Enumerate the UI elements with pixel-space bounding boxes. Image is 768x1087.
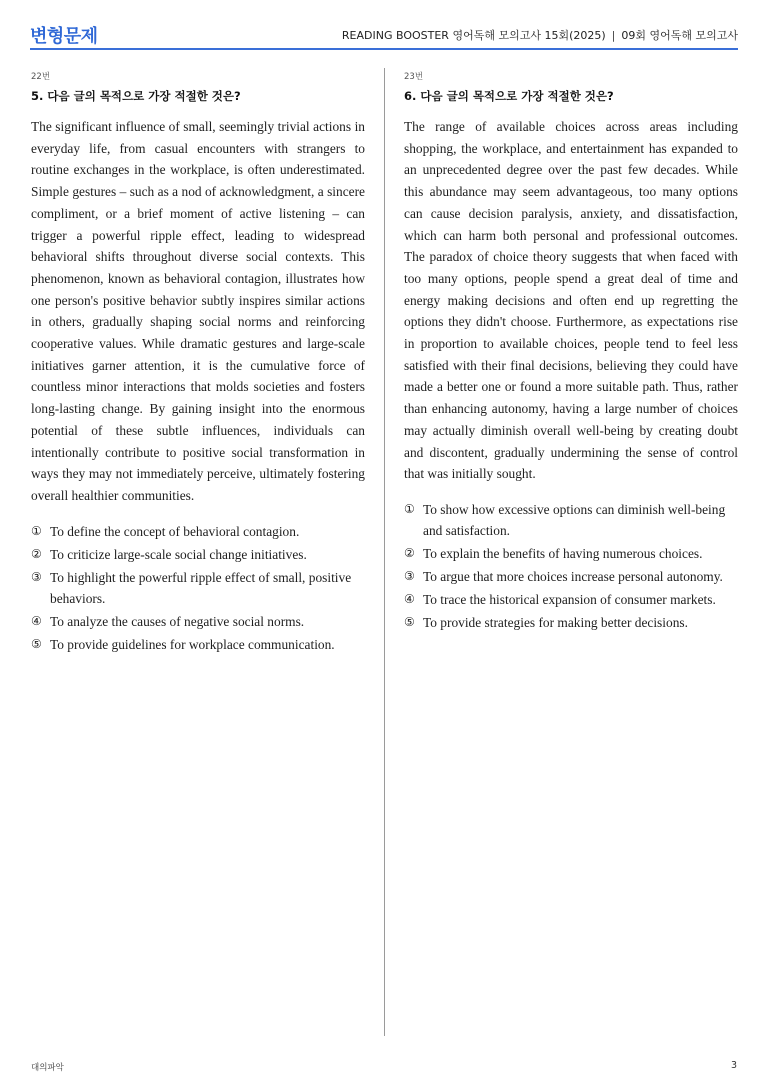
option-marker: ③ <box>404 569 415 584</box>
column-divider <box>384 68 385 1036</box>
answer-option[interactable] <box>31 521 365 543</box>
option-text: To argue that more choices increase personal autonomy. <box>423 569 723 585</box>
answer-option[interactable] <box>404 499 738 542</box>
answer-options <box>404 499 738 634</box>
option-marker: ② <box>404 546 415 561</box>
option-text: To criticize large-scale social change initiatives. <box>50 546 307 562</box>
answer-option[interactable] <box>31 567 365 610</box>
option-text: To provide guidelines for workplace communication. <box>50 637 335 653</box>
question-number-label: 22번 <box>31 72 51 82</box>
answer-options <box>31 521 365 656</box>
answer-option[interactable] <box>31 611 365 633</box>
answer-option[interactable] <box>404 612 738 634</box>
question-5 <box>31 70 365 657</box>
option-marker: ① <box>404 501 415 516</box>
question-passage: The significant influence of small, seemingly trivial actions in everyday life, from casual encounters with strangers to routine exchanges in the workplace, is often underestimated. Simple gestures – such as a nod of acknowledgment, a sincere compliment, or a brief moment of active listening – can trigger a powerful ripple effect, leading to widespread behavioral shifts throughout diverse social contexts. This phenomenon, known as behavioral contagion, illustrates how one person's positive behavior subtly inspires similar actions in others, gradually shaping social norms and reinforcing cooperative values. While dramatic gestures and large-scale initiatives garner attention, it is the cumulative force of countless minor interactions that molds societies and fosters long-lasting change. By gaining insight into the enormous potential of these subtle influences, individuals can intentionally contribute to positive social transformation in ways they may not immediately perceive, ultimately fostering overall healthier communities. <box>31 119 365 503</box>
question-6 <box>404 70 738 635</box>
answer-option[interactable] <box>404 589 738 611</box>
option-marker: ① <box>31 523 42 538</box>
option-marker: ④ <box>404 592 415 607</box>
answer-option[interactable] <box>404 566 738 588</box>
option-text: To highlight the powerful ripple effect of small, positive behaviors. <box>50 569 352 607</box>
question-number-label: 23번 <box>404 72 424 82</box>
answer-option[interactable] <box>31 634 365 656</box>
header-meta <box>342 27 738 43</box>
option-text: To define the concept of behavioral contagion. <box>50 523 300 539</box>
option-text: To trace the historical expansion of consumer markets. <box>423 592 716 608</box>
answer-option[interactable] <box>31 544 365 566</box>
question-title: 6. 다음 글의 목적으로 가장 적절한 것은? <box>404 89 614 103</box>
option-marker: ③ <box>31 569 42 584</box>
page-number: 3 <box>730 1060 737 1071</box>
option-marker: ⑤ <box>404 615 415 630</box>
answer-option[interactable] <box>404 543 738 565</box>
question-passage: The range of available choices across areas including shopping, the workplace, and entertainment has expanded to an unprecedented degree over the past few decades. While this abundance may seem advantageous, too many options can cause decision paralysis, anxiety, and dissatisfaction, which can harm both personal and professional outcomes. The paradox of choice theory suggests that when faced with too many options, people spend a great deal of time and energy making decisions and often end up regretting the options they didn't choose. Furthermore, as expectations rise in proportion to available choices, people tend to feel less satisfied with their final decisions, believing they could have made a better one or found a more suitable path. Thus, rather than enhancing autonomy, having a large number of choices may actually diminish overall well-being by creating doubt and discontent, gradually undermining the sense of control that was initially sought. <box>404 119 738 482</box>
question-title: 5. 다음 글의 목적으로 가장 적절한 것은? <box>31 89 241 103</box>
option-marker: ② <box>31 546 42 561</box>
exam-name: 09회 영어독해 모의고사 <box>621 29 738 42</box>
option-text: To show how excessive options can diminish well-being and satisfaction. <box>423 501 726 539</box>
book-title: READING BOOSTER 영어독해 모의고사 15회(2025) <box>341 29 606 42</box>
footer-publisher: 대의파악 <box>31 1063 64 1073</box>
brand-title: 변형문제 <box>30 26 98 47</box>
option-text: To explain the benefits of having numerous choices. <box>423 546 703 562</box>
option-text: To analyze the causes of negative social norms. <box>50 614 305 630</box>
page-header <box>30 18 738 50</box>
header-separator: | <box>611 29 616 42</box>
option-marker: ④ <box>31 614 42 629</box>
option-marker: ⑤ <box>31 637 42 652</box>
option-text: To provide strategies for making better decisions. <box>423 615 688 631</box>
